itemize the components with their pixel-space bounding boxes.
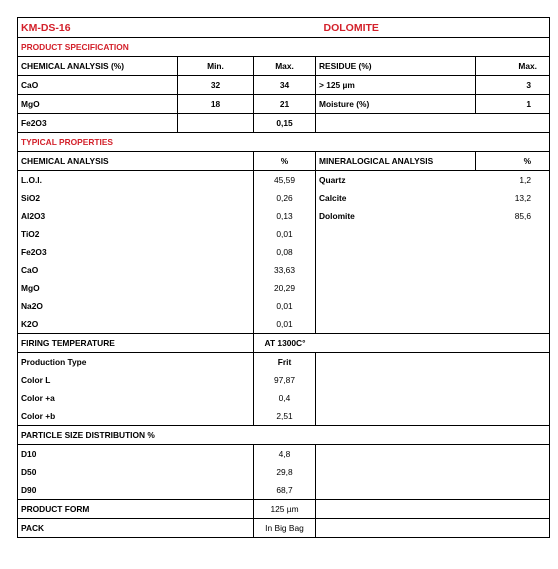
chem-row-name: Al2O3 <box>18 207 254 225</box>
chem-row-value: 0,01 <box>254 225 316 243</box>
chem-row-name: MgO <box>18 279 254 297</box>
mineral-empty <box>316 315 550 334</box>
datasheet <box>17 17 549 538</box>
production-row <box>18 353 550 372</box>
chem-row-name: CaO <box>18 261 254 279</box>
psd-row-value: 68,7 <box>254 481 316 500</box>
production-empty <box>316 407 550 426</box>
chem-row-name: Fe2O3 <box>18 243 254 261</box>
pct-label: % <box>254 152 316 171</box>
mineral-empty <box>316 243 550 261</box>
production-empty <box>316 353 550 372</box>
header-row <box>18 18 550 38</box>
production-row-name: Production Type <box>18 353 254 372</box>
section-title: TYPICAL PROPERTIES <box>18 133 550 152</box>
spec-row <box>18 76 550 95</box>
spec-row <box>18 95 550 114</box>
residue-row-name: > 125 µm <box>316 76 476 95</box>
chem-row-value: 0,01 <box>254 297 316 315</box>
section-title: PRODUCT SPECIFICATION <box>18 38 550 57</box>
residue-label: RESIDUE (%) <box>316 57 476 76</box>
chem-row-name: TiO2 <box>18 225 254 243</box>
spec-row-max: 0,15 <box>254 114 316 133</box>
chem-row-value: 45,59 <box>254 171 316 190</box>
min-label: Min. <box>178 57 254 76</box>
production-row-name: Color L <box>18 371 254 389</box>
mineralogical-label: MINERALOGICAL ANALYSIS <box>316 152 476 171</box>
spec-row <box>18 114 550 133</box>
psd-row <box>18 445 550 464</box>
chem-analysis-label: CHEMICAL ANALYSIS <box>18 152 254 171</box>
mineral-row-value: 85,6 <box>476 207 550 225</box>
firing-value-text: AT 1300C° <box>264 338 306 348</box>
residue-row-max: 1 <box>476 95 550 114</box>
psd-empty <box>316 481 550 500</box>
product-code: KM-DS-16 <box>18 18 254 38</box>
product-name: DOLOMITE <box>254 18 550 38</box>
production-row-value: 2,51 <box>254 407 316 426</box>
production-row <box>18 389 550 407</box>
psd-empty <box>316 463 550 481</box>
chem-row <box>18 207 550 225</box>
production-row-name: Color +a <box>18 389 254 407</box>
mineral-empty <box>316 297 550 315</box>
product-form-empty <box>316 500 550 519</box>
chem-row-name: K2O <box>18 315 254 334</box>
production-row-value: Frit <box>254 353 316 372</box>
section-typical <box>18 133 550 152</box>
production-empty <box>316 371 550 389</box>
spec-row-name: MgO <box>18 95 178 114</box>
chem-row-name: Na2O <box>18 297 254 315</box>
product-form-label: PRODUCT FORM <box>18 500 254 519</box>
firing-label: FIRING TEMPERATURE <box>18 334 254 353</box>
production-row-name: Color +b <box>18 407 254 426</box>
psd-row-name: D10 <box>18 445 254 464</box>
mineral-empty <box>316 261 550 279</box>
chem-row-value: 20,29 <box>254 279 316 297</box>
chem-row-value: 0,26 <box>254 189 316 207</box>
chem-row-value: 0,08 <box>254 243 316 261</box>
mineral-row-name: Dolomite <box>316 207 476 225</box>
residue-row-name: Moisture (%) <box>316 95 476 114</box>
chem-row <box>18 189 550 207</box>
spec-row-min: 32 <box>178 76 254 95</box>
mineral-row-value: 1,2 <box>476 171 550 190</box>
mineral-pct-label: % <box>476 152 550 171</box>
mineral-row-name: Calcite <box>316 189 476 207</box>
spec-header-row <box>18 57 550 76</box>
mineral-empty <box>316 279 550 297</box>
chem-row <box>18 261 550 279</box>
chem-row-value: 0,13 <box>254 207 316 225</box>
product-form-row <box>18 500 550 519</box>
psd-title-row <box>18 426 550 445</box>
production-row <box>18 407 550 426</box>
product-form-value: 125 µm <box>254 500 316 519</box>
production-row <box>18 371 550 389</box>
chem-row <box>18 315 550 334</box>
psd-row-name: D50 <box>18 463 254 481</box>
chem-row-value: 0,01 <box>254 315 316 334</box>
psd-row-value: 4,8 <box>254 445 316 464</box>
production-row-value: 97,87 <box>254 371 316 389</box>
psd-empty <box>316 445 550 464</box>
residue-row-max: 3 <box>476 76 550 95</box>
psd-title: PARTICLE SIZE DISTRIBUTION % <box>18 426 550 445</box>
chem-row-value: 33,63 <box>254 261 316 279</box>
residue-max-label: Max. <box>476 57 550 76</box>
chem-analysis-label: CHEMICAL ANALYSIS (%) <box>18 57 178 76</box>
max-label: Max. <box>254 57 316 76</box>
pack-value: In Big Bag <box>254 519 316 538</box>
firing-row <box>18 334 550 353</box>
chem-row <box>18 243 550 261</box>
spec-row-name: Fe2O3 <box>18 114 178 133</box>
chem-row-name: L.O.I. <box>18 171 254 190</box>
pack-row <box>18 519 550 538</box>
chem-row <box>18 225 550 243</box>
chem-row-name: SiO2 <box>18 189 254 207</box>
spec-row-max: 34 <box>254 76 316 95</box>
chem-row <box>18 297 550 315</box>
psd-row-name: D90 <box>18 481 254 500</box>
mineral-empty <box>316 225 550 243</box>
production-row-value: 0,4 <box>254 389 316 407</box>
psd-row <box>18 481 550 500</box>
spec-row-empty <box>316 114 550 133</box>
section-product-spec <box>18 38 550 57</box>
spec-row-name: CaO <box>18 76 178 95</box>
spec-row-min: 18 <box>178 95 254 114</box>
psd-row-value: 29,8 <box>254 463 316 481</box>
chem-row <box>18 279 550 297</box>
psd-row <box>18 463 550 481</box>
mineral-row-value: 13,2 <box>476 189 550 207</box>
mineral-row-name: Quartz <box>316 171 476 190</box>
production-empty <box>316 389 550 407</box>
pack-empty <box>316 519 550 538</box>
spec-table <box>17 17 550 538</box>
pack-label: PACK <box>18 519 254 538</box>
spec-row-max: 21 <box>254 95 316 114</box>
chem-row <box>18 171 550 190</box>
spec-row-min <box>178 114 254 133</box>
typical-header-row <box>18 152 550 171</box>
firing-value <box>254 334 550 353</box>
